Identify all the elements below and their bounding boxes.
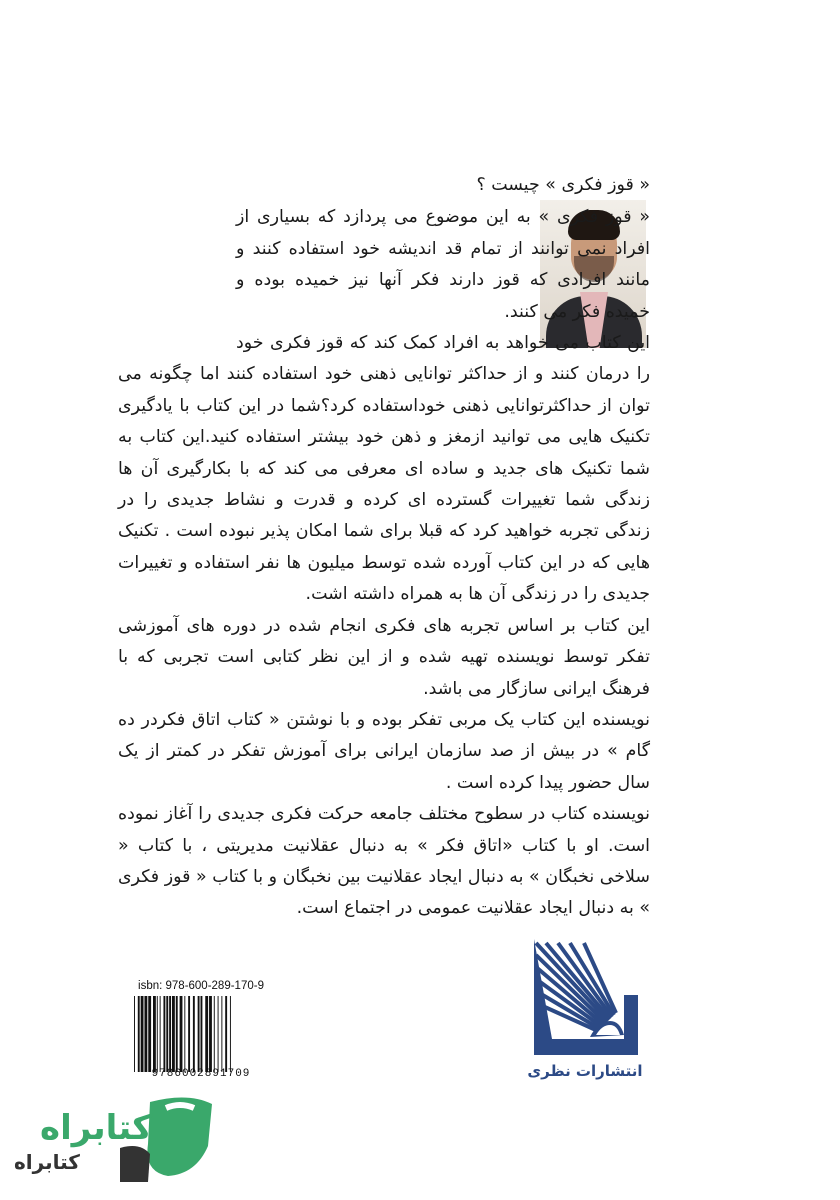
barcode-bar [205,996,208,1072]
barcode-bar [218,996,219,1072]
barcode-bar [160,996,161,1072]
description-paragraph-2: این کتاب می خواهد به افراد کمک کند که قوز فکری خود را درمان کنند و از حداکثر توانایی ذهنی خود استفاده کنند اما چگونه می توان از حداکثرتوانایی ذهنی خوداستفاده کرد؟شما در این کتاب با یادگیری تکنیک هایی می توانید ازمغز و ذهن خود بیشتر استفاده کنید.این کتاب به شما تکنیک های جدید و ساده ای معرفی می کند که با بکارگیری آن ها زندگی شما تغییرات گسترده ای کرده و قدرت و نشاط جدیدی را در زندگی تجربه خواهید کرد که قبلا برای شما امکان پذیر نبوده است . تکنیک هایی که در این کتاب آورده شده توسط میلیون ها نفر استفاده و تغییرات جدیدی را در زندگی آن ها به همراه داشته اشت. [118,333,650,605]
barcode-bar [166,996,168,1072]
description-paragraph-5: نویسنده کتاب در سطوح مختلف جامعه حرکت فکری جدیدی را آغاز نموده است. او با کتاب «اتاق فکر » به دنبال عقلانیت مدیریتی ، با کتاب « سلاخی نخبگان » به دنبال ایجاد عقلانیت بین نخبگان و با کتاب « قوز فکری » به دنبال ایجاد عقلانیت عمومی در اجتماع است. [118,804,650,919]
barcode-bar [176,996,178,1072]
description-heading: « قوز فکری » چیست ؟ [476,175,650,195]
barcode-bar [153,996,156,1072]
barcode-bar [163,996,165,1072]
barcode-bar [180,996,183,1072]
barcode-digits: 9786002891709 [151,1068,251,1080]
watermark-secondary: کتابراه [14,1150,80,1174]
barcode-bar [193,996,195,1072]
description-paragraph-1: « قوز فکری » به این موضوع می پردازد که بسیاری از افراد نمی توانند از تمام قد اندیشه خود استفاده کنند و مانند افرادی که قوز دارند فکر آنها نیز خمیده بوده و خمیده فکر می کنند. [236,207,650,322]
barcode-bar [138,996,140,1072]
publisher-name: انتشارات نظری [527,1062,643,1080]
isbn-label: isbn: 978-600-289-170-9 [138,980,264,992]
watermark-primary: کتابراه [40,1108,153,1148]
description-paragraph-3: این کتاب بر اساس تجربه های فکری انجام شده در دوره های آموزشی تفکر توسط نویسنده تهیه شده و از این نظر کتابی است تجربی که با فرهنگ ایرانی سازگار می باشد. [118,615,650,699]
barcode-bar [209,996,212,1072]
barcode-bar [214,996,215,1072]
publisher-logo-icon [528,935,644,1059]
barcode-bars [134,996,268,1072]
barcode-bar [157,996,158,1072]
barcode-bar [141,996,144,1072]
barcode-bar [169,996,171,1072]
barcode-bar [201,996,203,1072]
barcode-bar [184,996,185,1072]
barcode-bar [230,996,231,1072]
barcode-bar [134,996,135,1072]
barcode-bar [144,996,147,1072]
barcode-bar [225,996,227,1072]
barcode-bar [188,996,190,1072]
barcode-bar [198,996,200,1072]
isbn-barcode [130,980,272,1085]
description-paragraph-4: نویسنده این کتاب یک مربی تفکر بوده و با نوشتن « کتاب اتاق فکردر ده گام » در بیش از صد سازمان ایرانی برای آموزش تفکر در کمتر از یک سال حضور پیدا کرده است . [118,709,650,793]
barcode-bar [172,996,175,1072]
barcode-bar [221,996,222,1072]
barcode-bar [148,996,151,1072]
description-text [118,170,650,925]
